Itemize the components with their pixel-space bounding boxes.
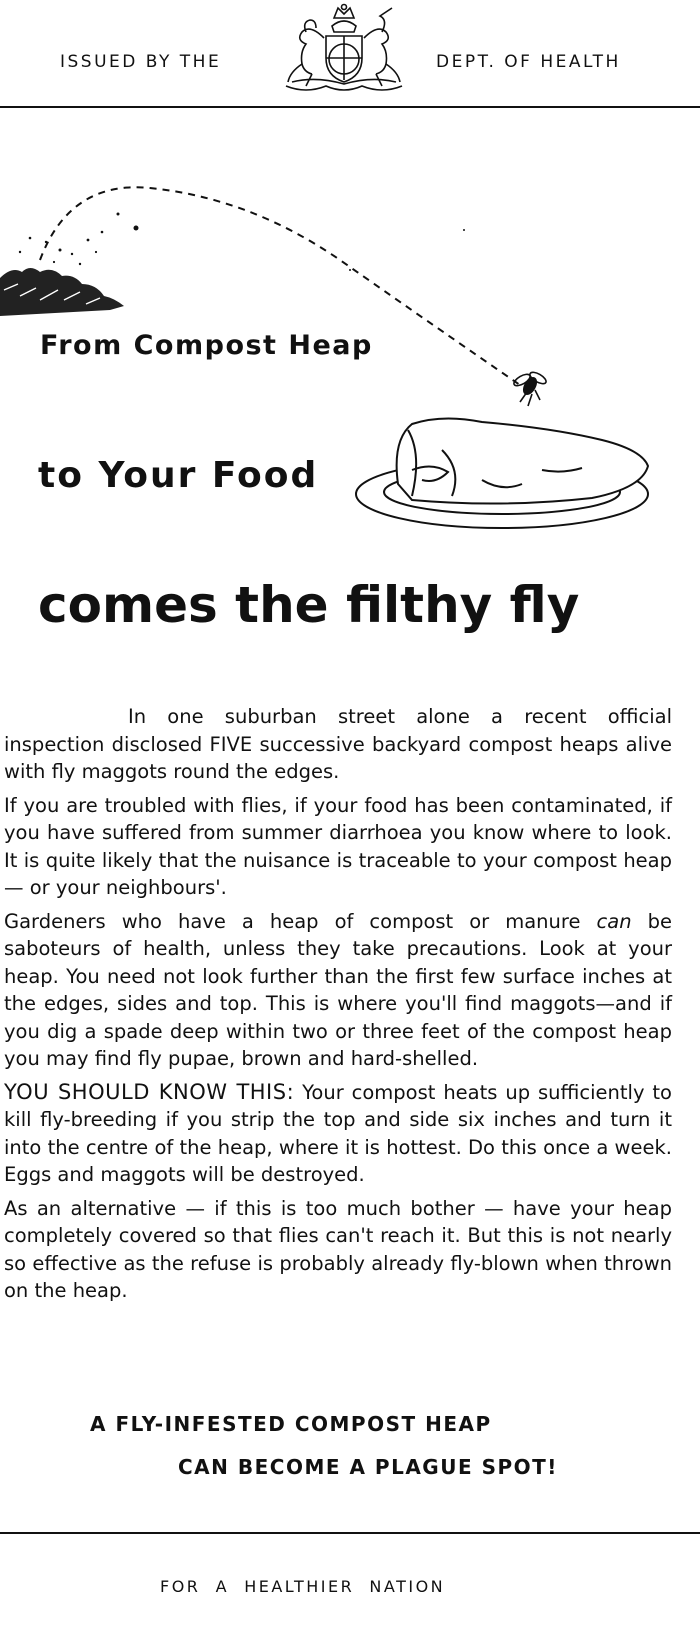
fly-speckles bbox=[19, 213, 465, 272]
headline-line-1: From Compost Heap bbox=[40, 330, 373, 361]
paragraph-1-text: In one suburban street alone a recent official inspection disclosed FIVE successive backyard compost heaps alive with fly maggots round the edges. bbox=[4, 705, 672, 783]
paragraph-3-end: be saboteurs of health, unless they take precautions. Look at your heap. You need not look further than the first few surface inches at the edges, sides and top. This is where you'll find maggots—and if you dig a spade deep within two or three feet of the compost heap you may find fly pupae, brown and hard-shelled. bbox=[4, 909, 673, 1070]
footer-rule bbox=[0, 1532, 700, 1534]
header-rule bbox=[0, 106, 700, 108]
paragraph-2: If you are troubled with flies, if your food has been contaminated, if you have suffered from summer diarrhoea you know where to look. It is quite likely that the nuisance is traceable to your compost heap — or your neighbours'. bbox=[4, 793, 672, 899]
slogan-line-1: A FLY-INFESTED COMPOST HEAP bbox=[90, 1412, 492, 1436]
paragraph-3-emphasis: can bbox=[596, 909, 632, 933]
paragraph-4-rest: Your compost heats up sufficiently to kill fly-breeding if you strip the top and side six inches and turn it into the centre of the heap, where it is hottest. Do this once a week. Eggs and maggots will be destroyed. bbox=[4, 1080, 672, 1186]
footer-tagline: FOR A HEALTHIER NATION bbox=[160, 1577, 446, 1596]
food-on-plate-icon bbox=[352, 410, 658, 536]
fly-icon bbox=[512, 370, 548, 406]
paragraph-4 bbox=[4, 1079, 672, 1189]
paragraph-5: As an alternative — if this is too much bother — have your heap completely covered so that flies can't reach it. But this is not nearly so effective as the refuse is probably already fly-blown when thrown on the heap. bbox=[4, 1196, 672, 1302]
paragraph-3 bbox=[4, 908, 672, 1073]
compost-heap-icon bbox=[0, 268, 124, 316]
slogan-line-2: CAN BECOME A PLAGUE SPOT! bbox=[178, 1455, 558, 1479]
header-dept-of-health: DEPT. OF HEALTH bbox=[436, 52, 621, 72]
paragraph-1 bbox=[4, 703, 672, 786]
paragraph-4-lead: YOU SHOULD KNOW THIS: bbox=[4, 1079, 295, 1104]
paragraph-3-start: Gardeners who have a heap of compost or manure bbox=[4, 909, 597, 933]
header-issued-by: ISSUED BY THE bbox=[60, 52, 222, 72]
fly-trajectory-illustration bbox=[0, 180, 560, 410]
royal-coat-of-arms-icon bbox=[276, 2, 412, 94]
headline-line-2: to Your Food bbox=[38, 455, 319, 496]
article-body bbox=[4, 703, 672, 1311]
headline-line-3: comes the filthy fly bbox=[38, 576, 580, 634]
